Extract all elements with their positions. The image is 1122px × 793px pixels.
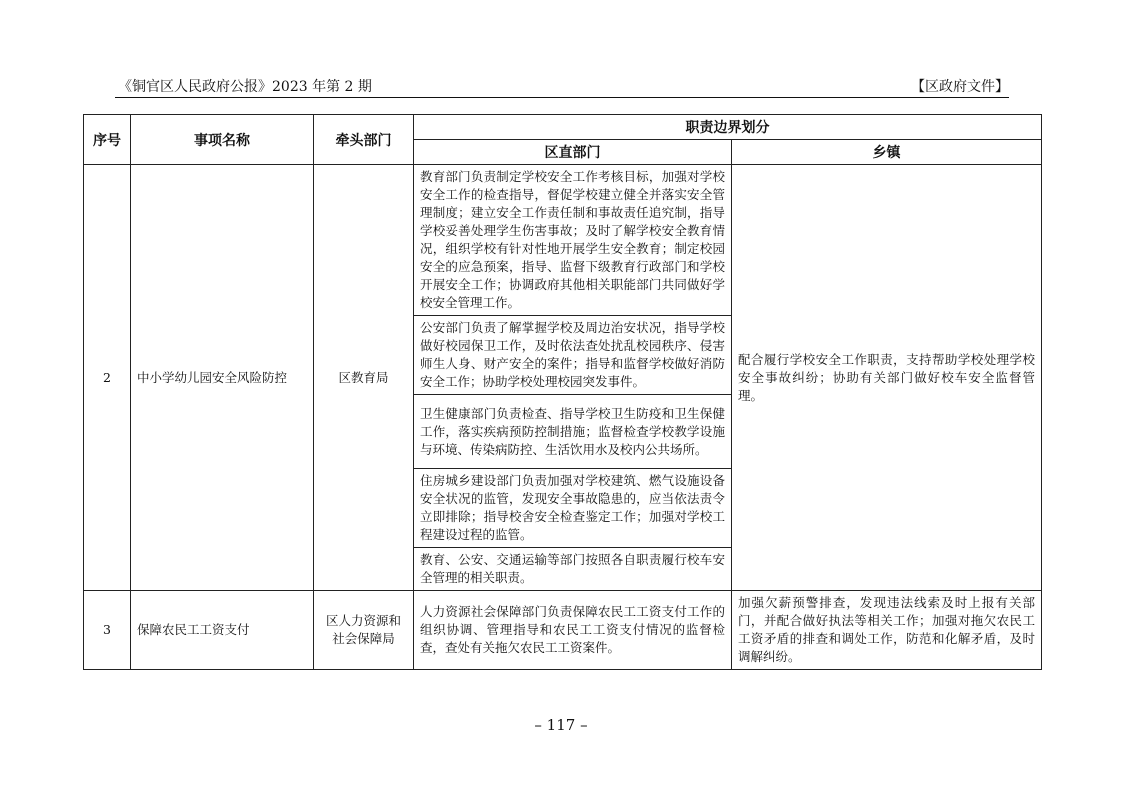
row3-township-duty: 加强欠薪预警排查，发现违法线索及时上报有关部门，并配合做好执法等相关工作；加强对拖欠农民工工资矛盾的排查和调处工作，防范和化解矛盾，及时调解纠纷。: [732, 591, 1042, 670]
header-district-dept: 区直部门: [414, 140, 732, 165]
row2-seq: 2: [84, 165, 131, 591]
duty-boundary-table: [83, 114, 1042, 670]
header-divider: [115, 97, 1009, 98]
header-seq: 序号: [84, 115, 131, 165]
row2-district-duty-housing: 住房城乡建设部门负责加强对学校建筑、燃气设施设备安全状况的监管，发现安全事故隐患的，应当依法责令立即排除；指导校舍安全检查鉴定工作；加强对学校工程建设过程的监管。: [414, 469, 732, 548]
table-row: [84, 591, 1042, 670]
row3-district-duty: 人力资源社会保障部门负责保障农民工工资支付工作的组织协调、管理指导和农民工工资支付情况的监督检查，查处有关拖欠农民工工资案件。: [414, 591, 732, 670]
row2-township-duty: 配合履行学校安全工作职责，支持帮助学校处理学校安全事故纠纷；协助有关部门做好校车安全监督管理。: [732, 165, 1042, 591]
header-lead-dept: 牵头部门: [314, 115, 414, 165]
section-label: 【区政府文件】: [911, 79, 1009, 95]
row3-lead-dept: 区人力资源和社会保障局: [314, 591, 414, 670]
row2-district-duty-education: 教育部门负责制定学校安全工作考核目标，加强对学校安全工作的检查指导，督促学校建立健全并落实安全管理制度；建立安全工作责任制和事故责任追究制，指导学校妥善处理学生伤害事故；及时了解学校安全教育情况，组织学校有针对性地开展学生安全教育；制定校园安全的应急预案，指导、监督下级教育行政部门和学校开展安全工作；协调政府其他相关职能部门共同做好学校安全管理工作。: [414, 165, 732, 316]
table-row: [84, 165, 1042, 316]
page-number: – 117 –: [534, 716, 588, 734]
row2-district-duty-health: 卫生健康部门负责检查、指导学校卫生防疫和卫生保健工作，落实疾病预防控制措施；监督检查学校教学设施与环境、传染病防控、生活饮用水及校内公共场所。: [414, 395, 732, 469]
header-duty-division: 职责边界划分: [414, 115, 1042, 140]
bulletin-title: 《铜官区人民政府公报》2023 年第 2 期: [118, 79, 372, 95]
row2-district-duty-police: 公安部门负责了解掌握学校及周边治安状况，指导学校做好校园保卫工作，及时依法查处扰乱校园秩序、侵害师生人身、财产安全的案件；指导和监督学校做好消防安全工作；协助学校处理校园突发事件。: [414, 316, 732, 395]
header-township: 乡镇: [732, 140, 1042, 165]
row2-lead-dept: 区教育局: [314, 165, 414, 591]
row3-item-name: 保障农民工工资支付: [131, 591, 314, 670]
row2-item-name: 中小学幼儿园安全风险防控: [131, 165, 314, 591]
row2-district-duty-school-bus: 教育、公安、交通运输等部门按照各自职责履行校车安全管理的相关职责。: [414, 548, 732, 591]
header-item-name: 事项名称: [131, 115, 314, 165]
row3-seq: 3: [84, 591, 131, 670]
